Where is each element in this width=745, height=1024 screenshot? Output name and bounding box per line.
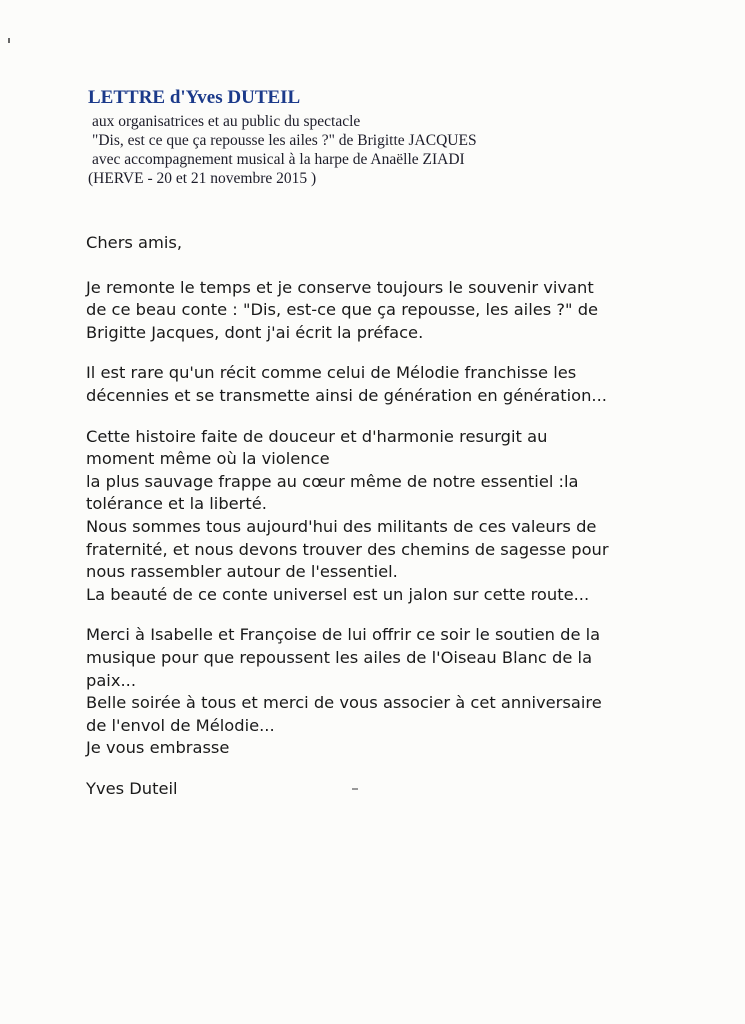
- paragraph-line: Merci à Isabelle et Françoise de lui offrir ce soir le soutien de la: [86, 625, 601, 645]
- letter-body: [86, 232, 686, 800]
- paragraph-line: Brigitte Jacques, dont j'ai écrit la préface.: [86, 322, 424, 342]
- paragraph-line: nous rassembler autour de l'essentiel.: [86, 562, 398, 582]
- letter-header: [88, 86, 708, 188]
- paragraph-3: [86, 426, 686, 607]
- scan-speck: [352, 788, 358, 790]
- paragraph-line: Belle soirée à tous et merci de vous associer à cet anniversaire: [86, 693, 602, 713]
- paragraph-line: fraternité, et nous devons trouver des chemins de sagesse pour: [86, 539, 609, 559]
- paragraph-line: paix...: [86, 670, 136, 690]
- header-line-audience: aux organisatrices et au public du spectacle: [92, 113, 361, 130]
- paragraph-line: décennies et se transmette ainsi de génération en génération...: [86, 385, 607, 405]
- header-line-date: (HERVE - 20 et 21 novembre 2015 ): [88, 170, 317, 187]
- paragraph-line: musique pour que repoussent les ailes de l'Oiseau Blanc de la: [86, 647, 593, 667]
- paragraph-line: Il est rare qu'un récit comme celui de Mélodie franchisse les: [86, 363, 577, 383]
- paragraph-1: [86, 277, 686, 345]
- signature: Yves Duteil: [86, 778, 178, 798]
- paragraph-line: la plus sauvage frappe au cœur même de notre essentiel :la: [86, 471, 579, 491]
- header-line-show: "Dis, est ce que ça repousse les ailes ?" de Brigitte JACQUES: [92, 132, 477, 149]
- header-line-music: avec accompagnement musical à la harpe de Anaëlle ZIADI: [92, 151, 465, 168]
- paragraph-2: [86, 362, 686, 407]
- paragraph-line: tolérance et la liberté.: [86, 494, 267, 514]
- paragraph-line: La beauté de ce conte universel est un jalon sur cette route...: [86, 584, 590, 604]
- paragraph-line: moment même où la violence: [86, 449, 330, 469]
- paragraph-line: de ce beau conte : "Dis, est-ce que ça repousse, les ailes ?" de: [86, 300, 599, 320]
- letter-title: LETTRE d'Yves DUTEIL: [88, 87, 301, 108]
- salutation: Chers amis,: [86, 233, 183, 252]
- paragraph-line: Je vous embrasse: [86, 738, 230, 758]
- paragraph-line: Cette histoire faite de douceur et d'harmonie resurgit au: [86, 426, 548, 446]
- paragraph-line: Nous sommes tous aujourd'hui des militants de ces valeurs de: [86, 516, 597, 536]
- paragraph-line: Je remonte le temps et je conserve toujours le souvenir vivant: [86, 277, 594, 297]
- paragraph-line: de l'envol de Mélodie...: [86, 715, 275, 735]
- paragraph-4: [86, 624, 686, 760]
- scan-mark: [8, 38, 10, 43]
